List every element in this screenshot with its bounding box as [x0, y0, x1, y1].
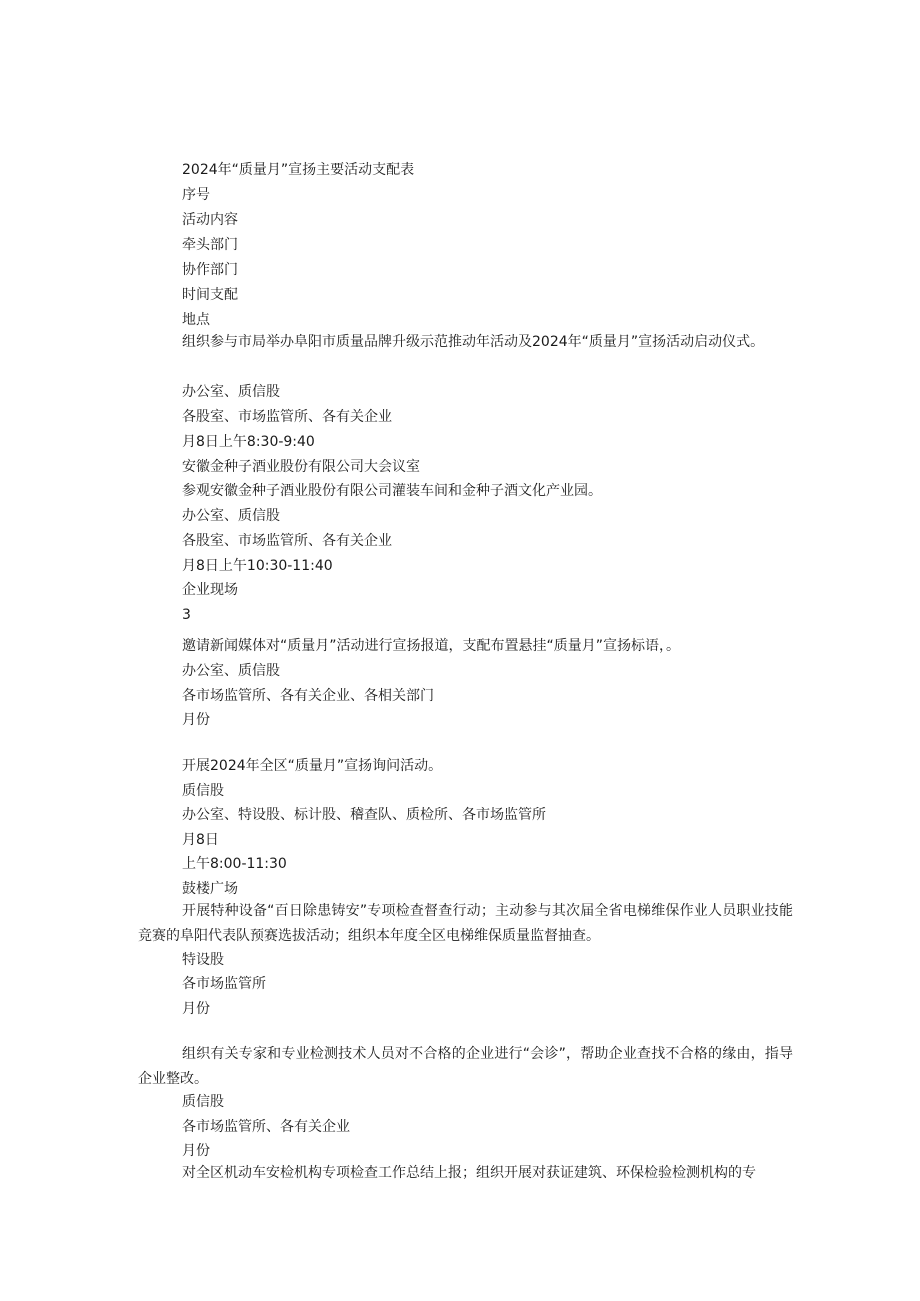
row4-lead: 质信股 — [182, 783, 224, 799]
row4-content: 开展2024年全区“质量月”宣扬询问活动。 — [182, 758, 443, 774]
row2-content: 参观安徽金种子酒业股份有限公司灌装车间和金种子酒文化产业园。 — [182, 483, 602, 499]
row6-lead: 质信股 — [182, 1094, 224, 1110]
row6-time: 月份 — [182, 1143, 210, 1159]
row4-coop: 办公室、特设股、标计股、稽查队、质检所、各市场监管所 — [182, 807, 546, 823]
row2-time: 月8日上午10:30-11:40 — [182, 558, 333, 574]
row3-coop: 各市场监管所、各有关企业、各相关部门 — [182, 688, 434, 704]
header-coop-dept: 协作部门 — [182, 262, 238, 278]
row2-place: 企业现场 — [182, 582, 238, 598]
row5-content: 开展特种设备“百日除患铸安”专项检查督查行动；主动参与其次届全省电梯维保作业人员职业技能竞赛的阜阳代表队预赛选拔活动；组织本年度全区电梯维保质量监督抽查。 — [138, 903, 793, 944]
row3-time: 月份 — [182, 712, 210, 728]
row3-content: 邀请新闻媒体对“质量月”活动进行宣扬报道，支配布置悬挂“质量月”宣扬标语，。 — [182, 638, 681, 654]
row3-number: 3 — [182, 607, 191, 623]
row1-content: 组织参与市局举办阜阳市质量品牌升级示范推动年活动及2024年“质量月”宣扬活动启动仪式。 — [182, 334, 765, 350]
row4-place: 鼓楼广场 — [182, 881, 238, 897]
row3-lead: 办公室、质信股 — [182, 663, 280, 679]
header-lead-dept: 牵头部门 — [182, 237, 238, 253]
row7-content: 对全区机动车安检机构专项检查工作总结上报；组织开展对获证建筑、环保检验检测机构的专 — [182, 1165, 756, 1181]
row6-coop: 各市场监管所、各有关企业 — [182, 1119, 350, 1135]
document-title: 2024年“质量月”宣扬主要活动支配表 — [182, 162, 415, 178]
row1-coop: 各股室、市场监管所、各有关企业 — [182, 409, 392, 425]
row6-content: 组织有关专家和专业检测技术人员对不合格的企业进行“会诊”，帮助企业查找不合格的缘由，指导企业整改。 — [138, 1046, 793, 1087]
row2-lead: 办公室、质信股 — [182, 508, 280, 524]
row4-time-hours: 上午8:00-11:30 — [182, 856, 287, 872]
row1-lead: 办公室、质信股 — [182, 384, 280, 400]
header-number: 序号 — [182, 187, 210, 203]
row1-time: 月8日上午8:30-9:40 — [182, 434, 315, 450]
row5-time: 月份 — [182, 1001, 210, 1017]
row4-time-date: 月8日 — [182, 832, 219, 848]
header-time: 时间支配 — [182, 287, 238, 303]
row5-lead: 特设股 — [182, 952, 224, 968]
row1-place: 安徽金种子酒业股份有限公司大会议室 — [182, 459, 420, 475]
row2-coop: 各股室、市场监管所、各有关企业 — [182, 533, 392, 549]
header-place: 地点 — [182, 312, 210, 328]
row5-coop: 各市场监管所 — [182, 976, 266, 992]
header-content: 活动内容 — [182, 212, 238, 228]
